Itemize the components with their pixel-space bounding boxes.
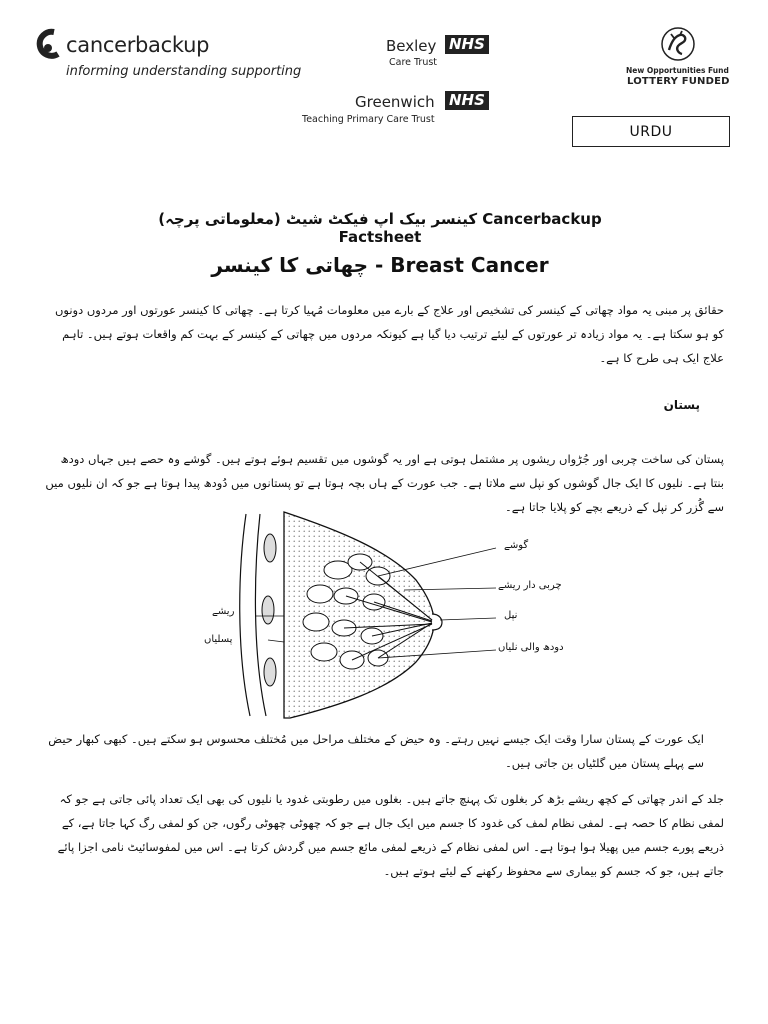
- greenwich-name: Greenwich: [355, 93, 435, 111]
- diagram-label-lobes: گوشے: [504, 540, 529, 551]
- lymphatic-system-paragraph: جلد کے اندر چھاتی کے کچھ ریشے بڑھ کر بغلوں تک پہنچ جاتے ہیں۔ بغلوں میں رطوبتی غدود یا نلیوں کی بھی ایک تعداد پائی جاتی ہے جو کہ لمفی نظام کا حصہ ہے۔ لمفی نظام لمف کی غدود کا جسم میں ایک جال ہے جو کہ چھوٹی چھوٹی رگوں، جن کو لمفی رگ کہا جاتا ہے، کے ذریعے پورے جسم میں پھیلا ہوا ہوتا ہے۔ اس لمفی نظام کے ذریعے لمفی مائع جسم میں گردش کرتا ہے۔ اس میں لمفوسائیٹ نامی اجزا پائے جاتے ہیں، جو کہ جسم کو بیماری سے محفوظ رکھنے کے لیئے ہوتے ہیں۔: [57, 792, 724, 878]
- diagram-label-tissue: ریشے: [212, 606, 235, 617]
- lottery-logo-icon: [660, 26, 696, 62]
- bexley-nhs-badge: NHS: [445, 35, 489, 54]
- section-heading-breast: پستان: [663, 398, 700, 412]
- main-title: چھاتی کا کینسر - Breast Cancer: [211, 253, 549, 277]
- lottery-fund-name: New Opportunities Fund: [626, 66, 729, 75]
- breast-changes-paragraph: ایک عورت کے پستان سارا وقت ایک جیسے نہیں رہتے۔ وہ حیض کے مختلف مراحل میں مُختلف محسوس ہو سکتے ہیں۔ کبھی کبھار حیض سے پہلے پستان میں گلٹیاں بن جاتی ہیں۔: [48, 732, 704, 770]
- bexley-name: Bexley: [386, 37, 437, 55]
- diagram-label-milk-ducts: دودھ والی نلیاں: [498, 642, 564, 653]
- language-label: URDU: [572, 116, 730, 147]
- anatomy-paragraph: پستان کی ساخت چربی اور جُڑواں ریشوں پر مشتمل ہوتی ہے اور یہ گوشوں میں تقسیم ہوئے ہوتے ہیں۔ گوشے وہ حصے ہیں جہاں دودھ بنتا ہے۔ نلیوں کا ایک جال گوشوں کو نپل سے ملاتا ہے۔ جب عورت کے ہاں بچہ ہوتا ہے تو پستانوں میں دُودھ پیدا ہوتا ہے جو کہ ان نلیوں میں سے گُزر کر نپل کے ذریعے بچے کو پلایا جاتا ہے۔: [45, 452, 724, 514]
- bexley-subtitle: Care Trust: [389, 57, 438, 68]
- cancerbackup-wordmark: cancerbackup: [66, 33, 210, 57]
- lottery-funded-label: LOTTERY FUNDED: [627, 76, 730, 87]
- factsheet-title: کینسر بیک اپ فیکٹ شیٹ (معلوماتی پرچہ) Cancerbackup Factsheet: [158, 210, 602, 246]
- diagram-label-fatty-tissue: چربی دار ریشے: [498, 580, 562, 591]
- diagram-label-ribs: پسلیاں: [204, 634, 233, 645]
- cancerbackup-logo-icon: [34, 28, 62, 62]
- diagram-label-nipple: نپل: [504, 610, 518, 621]
- greenwich-subtitle: Teaching Primary Care Trust: [302, 114, 435, 125]
- intro-paragraph: حقائق پر مبنی یہ مواد چھاتی کے کینسر کی تشخیص اور علاج کے بارے میں معلومات مُہیا کرتا ہے۔ چھاتی کا کینسر عورتوں اور مردوں دونوں کو ہو سکتا ہے۔ یہ مواد زیادہ تر عورتوں کے لیئے ترتیب دیا گیا ہے کیونکہ مردوں میں چھاتی کے کینسر کے بہت کم واقعات ہوتے ہیں۔ تاہم علاج ایک ہی طرح کا ہے۔: [54, 303, 724, 365]
- breast-anatomy-diagram: [204, 510, 564, 720]
- breast-anatomy-illustration: [228, 510, 548, 720]
- cancerbackup-tagline: informing understanding supporting: [66, 64, 302, 79]
- greenwich-nhs-badge: NHS: [445, 91, 489, 110]
